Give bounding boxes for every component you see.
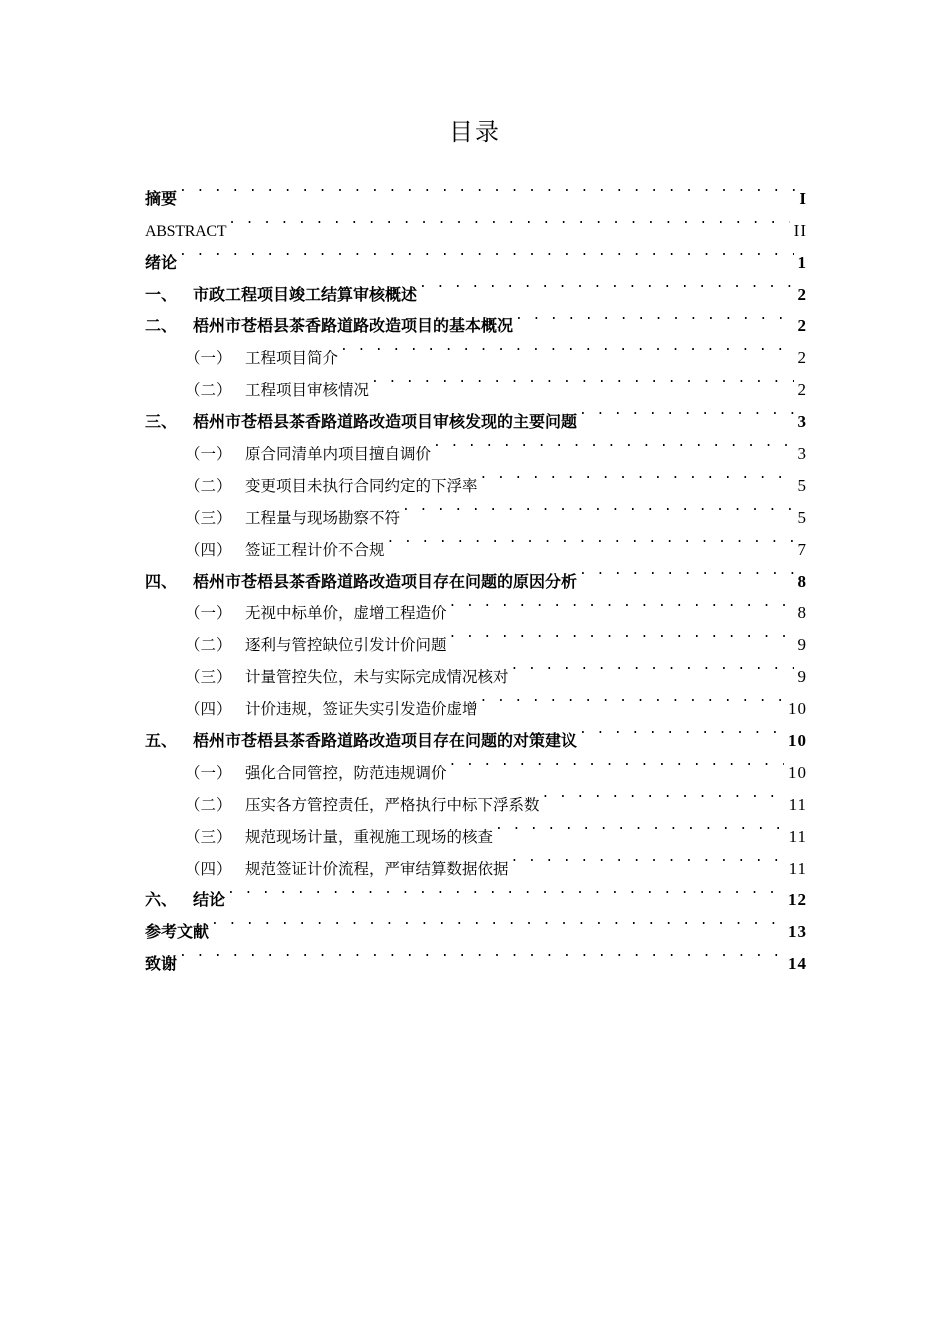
- toc-page-number: 1: [797, 252, 807, 272]
- toc-entry-number: 二、: [145, 316, 178, 336]
- toc-dot-leader: [449, 746, 784, 778]
- toc-entry-label: 无视中标单价，虚增工程造价: [245, 604, 447, 623]
- toc-dot-leader: [433, 427, 793, 459]
- toc-page-number: 8: [797, 571, 807, 591]
- toc-page-number: 12: [788, 890, 807, 910]
- toc-page-number: 3: [797, 412, 807, 432]
- toc-page-number: 2: [797, 284, 807, 304]
- toc-dot-leader: [340, 331, 793, 363]
- toc-page-number: 11: [788, 794, 807, 814]
- toc-page-number: 5: [797, 507, 807, 527]
- toc-dot-leader: [579, 714, 784, 746]
- toc-entry-number: 五、: [145, 731, 178, 751]
- toc-dot-leader: [511, 842, 785, 874]
- toc-entry[interactable]: [145, 172, 807, 208]
- toc-entry-number: （一）: [185, 763, 232, 782]
- toc-entry-label: 规范签证计价流程，严审结算数据依据: [245, 859, 509, 878]
- toc-entry[interactable]: [145, 268, 807, 304]
- toc-entry-label: 变更项目未执行合同约定的下浮率: [245, 476, 478, 495]
- toc-entry-label: 签证工程计价不合规: [245, 540, 385, 559]
- toc-entry-label: 梧州市苍梧县茶香路道路改造项目审核发现的主要问题: [193, 412, 578, 432]
- toc-entry-label: 工程项目审核情况: [245, 381, 370, 400]
- toc-entry-label: 梧州市苍梧县茶香路道路改造项目存在问题的原因分析: [193, 571, 578, 591]
- toc-dot-leader: [449, 618, 794, 650]
- toc-page-number: 11: [788, 858, 807, 878]
- toc-dot-leader: [419, 268, 793, 300]
- toc-entry-label: 梧州市苍梧县茶香路道路改造项目存在问题的对策建议: [193, 731, 578, 751]
- toc-page-number: 10: [788, 699, 807, 719]
- toc-entry[interactable]: [145, 937, 807, 974]
- toc-entry[interactable]: [145, 204, 807, 240]
- toc-entry-number: 四、: [145, 571, 178, 591]
- toc-dot-leader: [495, 810, 785, 842]
- toc-entry-label: 市政工程项目竣工结算审核概述: [193, 284, 418, 304]
- toc-entry-label: 工程项目简介: [245, 349, 339, 368]
- toc-entry-label: 计量管控失位，未与实际完成情况核对: [245, 668, 509, 687]
- toc-dot-leader: [211, 905, 784, 937]
- toc-entry-label: 原合同清单内项目擅自调价: [245, 445, 432, 464]
- toc-dot-leader: [579, 395, 793, 427]
- toc-entry-label: 逐利与管控缺位引发计价问题: [245, 636, 447, 655]
- toc-entry-number: （四）: [185, 700, 232, 719]
- toc-page-number: 3: [797, 444, 807, 464]
- toc-dot-leader: [515, 300, 793, 332]
- toc-entry-label: 压实各方管控责任，严格执行中标下浮系数: [245, 795, 540, 814]
- toc-page-number: 7: [797, 539, 807, 559]
- toc-dot-leader: [480, 682, 784, 714]
- toc-entry-number: （三）: [185, 668, 232, 687]
- toc-page-number: 2: [797, 316, 807, 336]
- toc-entry-number: （二）: [185, 381, 232, 400]
- toc-dot-leader: [371, 363, 793, 395]
- toc-entry-number: 一、: [145, 284, 178, 304]
- toc-title: 目录: [449, 118, 501, 146]
- toc-entry-number: （四）: [185, 859, 232, 878]
- toc-entry-label: 绪论: [145, 252, 178, 272]
- toc-page-number: 5: [797, 475, 807, 495]
- toc-dot-leader: [179, 172, 795, 204]
- toc-entry[interactable]: [145, 236, 807, 272]
- toc-dot-leader: [402, 491, 793, 523]
- toc-dot-leader: [179, 937, 784, 969]
- toc-entry-number: （四）: [185, 540, 232, 559]
- toc-page-number: 11: [788, 826, 807, 846]
- toc-entry-number: （二）: [185, 795, 232, 814]
- toc-dot-leader: [228, 204, 790, 236]
- toc-entry-number: 六、: [145, 890, 178, 910]
- toc-page-number: 2: [797, 380, 807, 400]
- toc-entry-number: （一）: [185, 445, 232, 464]
- toc-entry-label: 致谢: [145, 954, 178, 974]
- toc-page-number: II: [793, 220, 807, 240]
- toc-page-number: 10: [788, 762, 807, 782]
- toc-page-number: 14: [788, 954, 807, 974]
- toc-page-number: 8: [797, 603, 807, 623]
- toc-entry-number: （一）: [185, 604, 232, 623]
- toc-entry-number: 三、: [145, 412, 178, 432]
- toc-entry-label: 参考文献: [145, 922, 210, 942]
- toc-page-number: 10: [788, 731, 807, 751]
- toc-entry-label: 计价违规，签证失实引发造价虚增: [245, 700, 478, 719]
- toc-dot-leader: [179, 236, 793, 268]
- toc-entry-label: 规范现场计量，重视施工现场的核查: [245, 827, 494, 846]
- toc-dot-leader: [227, 874, 784, 906]
- toc-entry-number: （三）: [185, 508, 232, 527]
- toc-entry[interactable]: [145, 874, 807, 910]
- toc-dot-leader: [387, 523, 794, 555]
- toc-entry-number: （三）: [185, 827, 232, 846]
- toc-entry-number: （一）: [185, 349, 232, 368]
- toc-entry-label: 梧州市苍梧县茶香路道路改造项目的基本概况: [193, 316, 514, 336]
- toc-entry-label: 结论: [193, 890, 226, 910]
- toc-entry-label: 强化合同管控，防范违规调价: [245, 763, 447, 782]
- toc-page-number: 9: [797, 667, 807, 687]
- toc-page-number: I: [799, 188, 807, 208]
- toc-entry-label: 摘要: [145, 188, 178, 208]
- toc-dot-leader: [480, 459, 794, 491]
- toc-entry-number: （二）: [185, 476, 232, 495]
- toc-page-number: 13: [788, 922, 807, 942]
- toc-entry-label: 工程量与现场勘察不符: [245, 508, 401, 527]
- toc-page-number: 2: [797, 348, 807, 368]
- toc-entry[interactable]: [145, 905, 807, 942]
- toc-dot-leader: [449, 587, 794, 619]
- toc-list: [145, 172, 807, 974]
- toc-entry-label: ABSTRACT: [145, 222, 227, 240]
- toc-dot-leader: [579, 555, 793, 587]
- toc-entry-number: （二）: [185, 636, 232, 655]
- toc-page-number: 9: [797, 635, 807, 655]
- toc-dot-leader: [511, 650, 794, 682]
- toc-dot-leader: [542, 778, 785, 810]
